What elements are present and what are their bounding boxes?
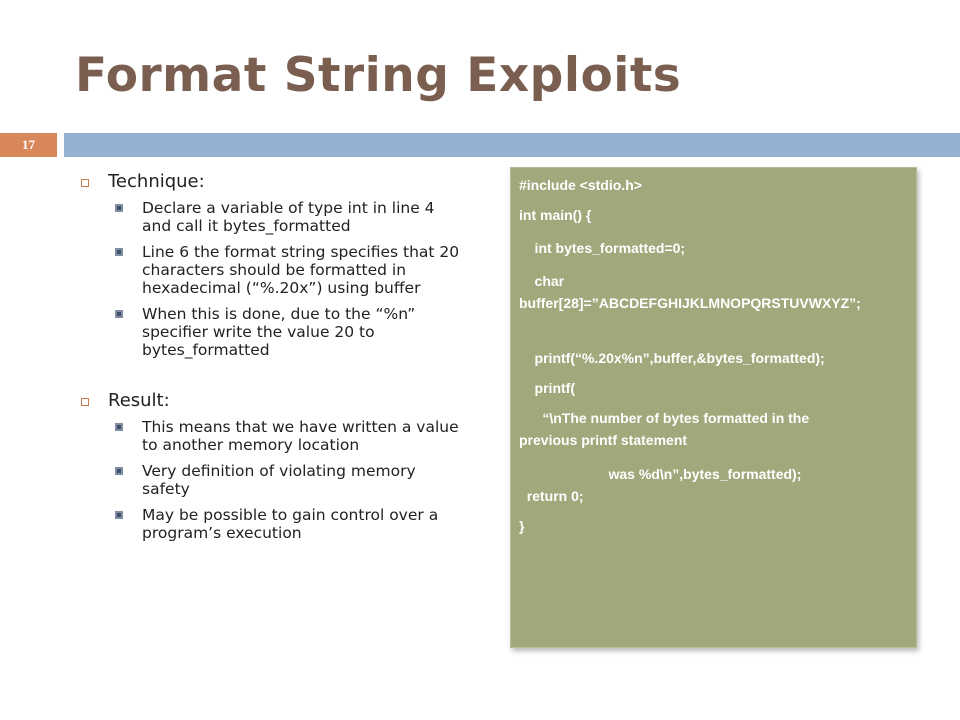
list-item-text: May be possible to gain control over a program’s execution bbox=[142, 506, 439, 542]
code-line: #include <stdio.h> bbox=[519, 177, 642, 193]
code-line: “\nThe number of bytes formatted in the bbox=[519, 410, 810, 426]
filled-square-bullet-icon bbox=[115, 423, 123, 431]
square-bullet-icon bbox=[81, 179, 89, 187]
filled-square-bullet-icon bbox=[115, 310, 123, 318]
code-line: was %d\n”,bytes_formatted); bbox=[519, 466, 802, 482]
list-item bbox=[78, 199, 463, 235]
slide-title: Format String Exploits bbox=[75, 48, 682, 103]
square-bullet-icon bbox=[81, 398, 89, 406]
list-item-text: Line 6 the format string specifies that 20 characters should be formatted in hexadecimal (“%.20x”) using buffer bbox=[142, 243, 460, 297]
list-item-text: Very definition of violating memory safety bbox=[142, 462, 416, 498]
list-item-text: This means that we have written a value to another memory location bbox=[142, 418, 459, 454]
technique-list bbox=[78, 199, 463, 359]
filled-square-bullet-icon bbox=[115, 467, 123, 475]
code-line: char bbox=[519, 273, 565, 289]
filled-square-bullet-icon bbox=[115, 204, 123, 212]
list-item bbox=[78, 305, 463, 359]
code-line: int main() { bbox=[519, 207, 592, 223]
code-line: printf( bbox=[519, 380, 575, 396]
list-item bbox=[78, 418, 463, 454]
bullet-content bbox=[78, 170, 463, 550]
code-listing-box bbox=[510, 167, 917, 648]
slide-number-badge: 17 bbox=[0, 133, 57, 157]
section-heading-result bbox=[78, 389, 463, 413]
filled-square-bullet-icon bbox=[115, 248, 123, 256]
code-line: previous printf statement bbox=[519, 432, 688, 448]
code-line: } bbox=[519, 518, 525, 534]
title-divider-bar bbox=[64, 133, 960, 157]
list-item bbox=[78, 243, 463, 297]
code-line: int bytes_formatted=0; bbox=[519, 240, 686, 256]
section-heading-technique bbox=[78, 170, 463, 194]
section-heading-label: Technique: bbox=[108, 171, 205, 192]
list-item bbox=[78, 506, 463, 542]
filled-square-bullet-icon bbox=[115, 511, 123, 519]
code-line: buffer[28]=”ABCDEFGHIJKLMNOPQRSTUVWXYZ”; bbox=[519, 295, 861, 311]
code-line: printf(“%.20x%n”,buffer,&bytes_formatted); bbox=[519, 350, 825, 366]
list-item-text: When this is done, due to the “%n” specifier write the value 20 to bytes_formatted bbox=[142, 305, 416, 359]
result-list bbox=[78, 418, 463, 542]
list-item-text: Declare a variable of type int in line 4 and call it bytes_formatted bbox=[142, 199, 435, 235]
section-heading-label: Result: bbox=[108, 390, 170, 411]
code-line: return 0; bbox=[519, 488, 584, 504]
list-item bbox=[78, 462, 463, 498]
